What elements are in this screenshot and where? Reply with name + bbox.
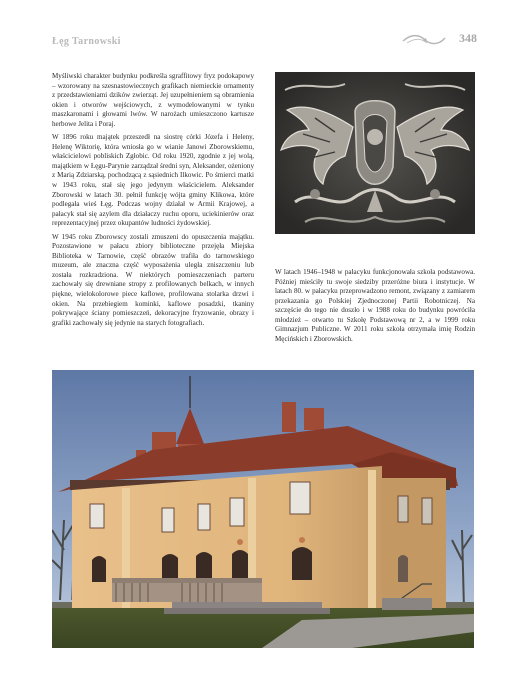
paragraph: W 1896 roku majątek przeszedł na siostrę córki Józefa i Heleny, Helenę Wiktorię, która wniosła go w wianie Janowi Zborowskiemu, właścicielowi pobliskich Zgłobic. Od roku 1920, zgodnie z jej wolą, majątkiem w Łęgu-Parynie zarządzał średni syn, Aleksander, ożeniony z Marią Zdziarską, pochodzącą z sąsiednich Ilkowic. Po śmierci matki w 1943 roku, stał się jego jedynym właścicielem. Aleksander Zborowski w latach 30. pełnił funkcję wójta gminy Klikowa, które podlegała wieś Łęg. Podczas wojny działał w Armii Krajowej, a pałacyk stał się azylem dla działaczy ruchu oporu, uciekinierów oraz reprezentacyjnej przez okupantów ludności żydowskiej. xyxy=(52,133,254,228)
paragraph: W latach 1946–1948 w pałacyku funkcjonowała szkoła podstawowa. Później mieściły tu swoje siedziby przeróżne biura i instytucje. W latach 80. w pałacyku przeprowadzono remont, związany z zamiarem przekazania go Polskiej Zjednoczonej Partii Robotniczej. Na szczęście do tego nie doszło i w 1988 roku do budynku powróciła młodzież – otwarto tu Szkołę Podstawową nr 2, a w 1999 roku Gimnazjum Publiczne. W 2011 roku szkoła otrzymała imię Rodzin Męcińskich i Zborowskich. xyxy=(275,268,475,343)
manor-house-photo xyxy=(52,370,474,648)
running-title: Łęg Tarnowski xyxy=(52,36,121,47)
paragraph: W 1945 roku Zborowscy zostali zmuszeni do opuszczenia majątku. Pozostawione w pałacu zbiory biblioteczne przejęła Miejska Biblioteka w Tarnowie, część obrazów trafiła do tarnowskiego muzeum, ale znaczna część wyposażenia uległa zniszczeniu lub została rozkradziona. W niektórych pomieszczeniach parteru zachowały się drewniane stropy z profilowanych belkach, w innych piękne, wielokolorowe piece kaflowe, profilowana stolarka drzwi i okien. Na przebiegiem kominki, kaflowe posadzki, tkaniny pokrywające ściany pomieszczeń, dekoracyjne fryzowanie, obrazy i grafiki zachowały się jedynie na starych fotografiach. xyxy=(52,232,254,327)
sgraffito-frieze-photo xyxy=(275,72,475,234)
page-number: 348 xyxy=(459,31,477,45)
paragraph: Myśliwski charakter budynku podkreśla sgraffitowy fryz podokapowy – wzorowany na szesnastowiecznych grafikach niemieckie ornamenty z przedstawieniami dzików zwierząt. Jej uzupełnieniem są obramienia okien i otworów wejściowych, z wymodelowanymi w tynku maszkaronami i głowami lwów. W narożach umieszczono kartusze herbowe Jelita i Poraj. xyxy=(52,72,254,128)
page-header xyxy=(52,32,477,48)
right-text-column xyxy=(275,268,475,348)
flourish-ornament-icon xyxy=(401,32,447,48)
left-text-column xyxy=(52,72,254,332)
